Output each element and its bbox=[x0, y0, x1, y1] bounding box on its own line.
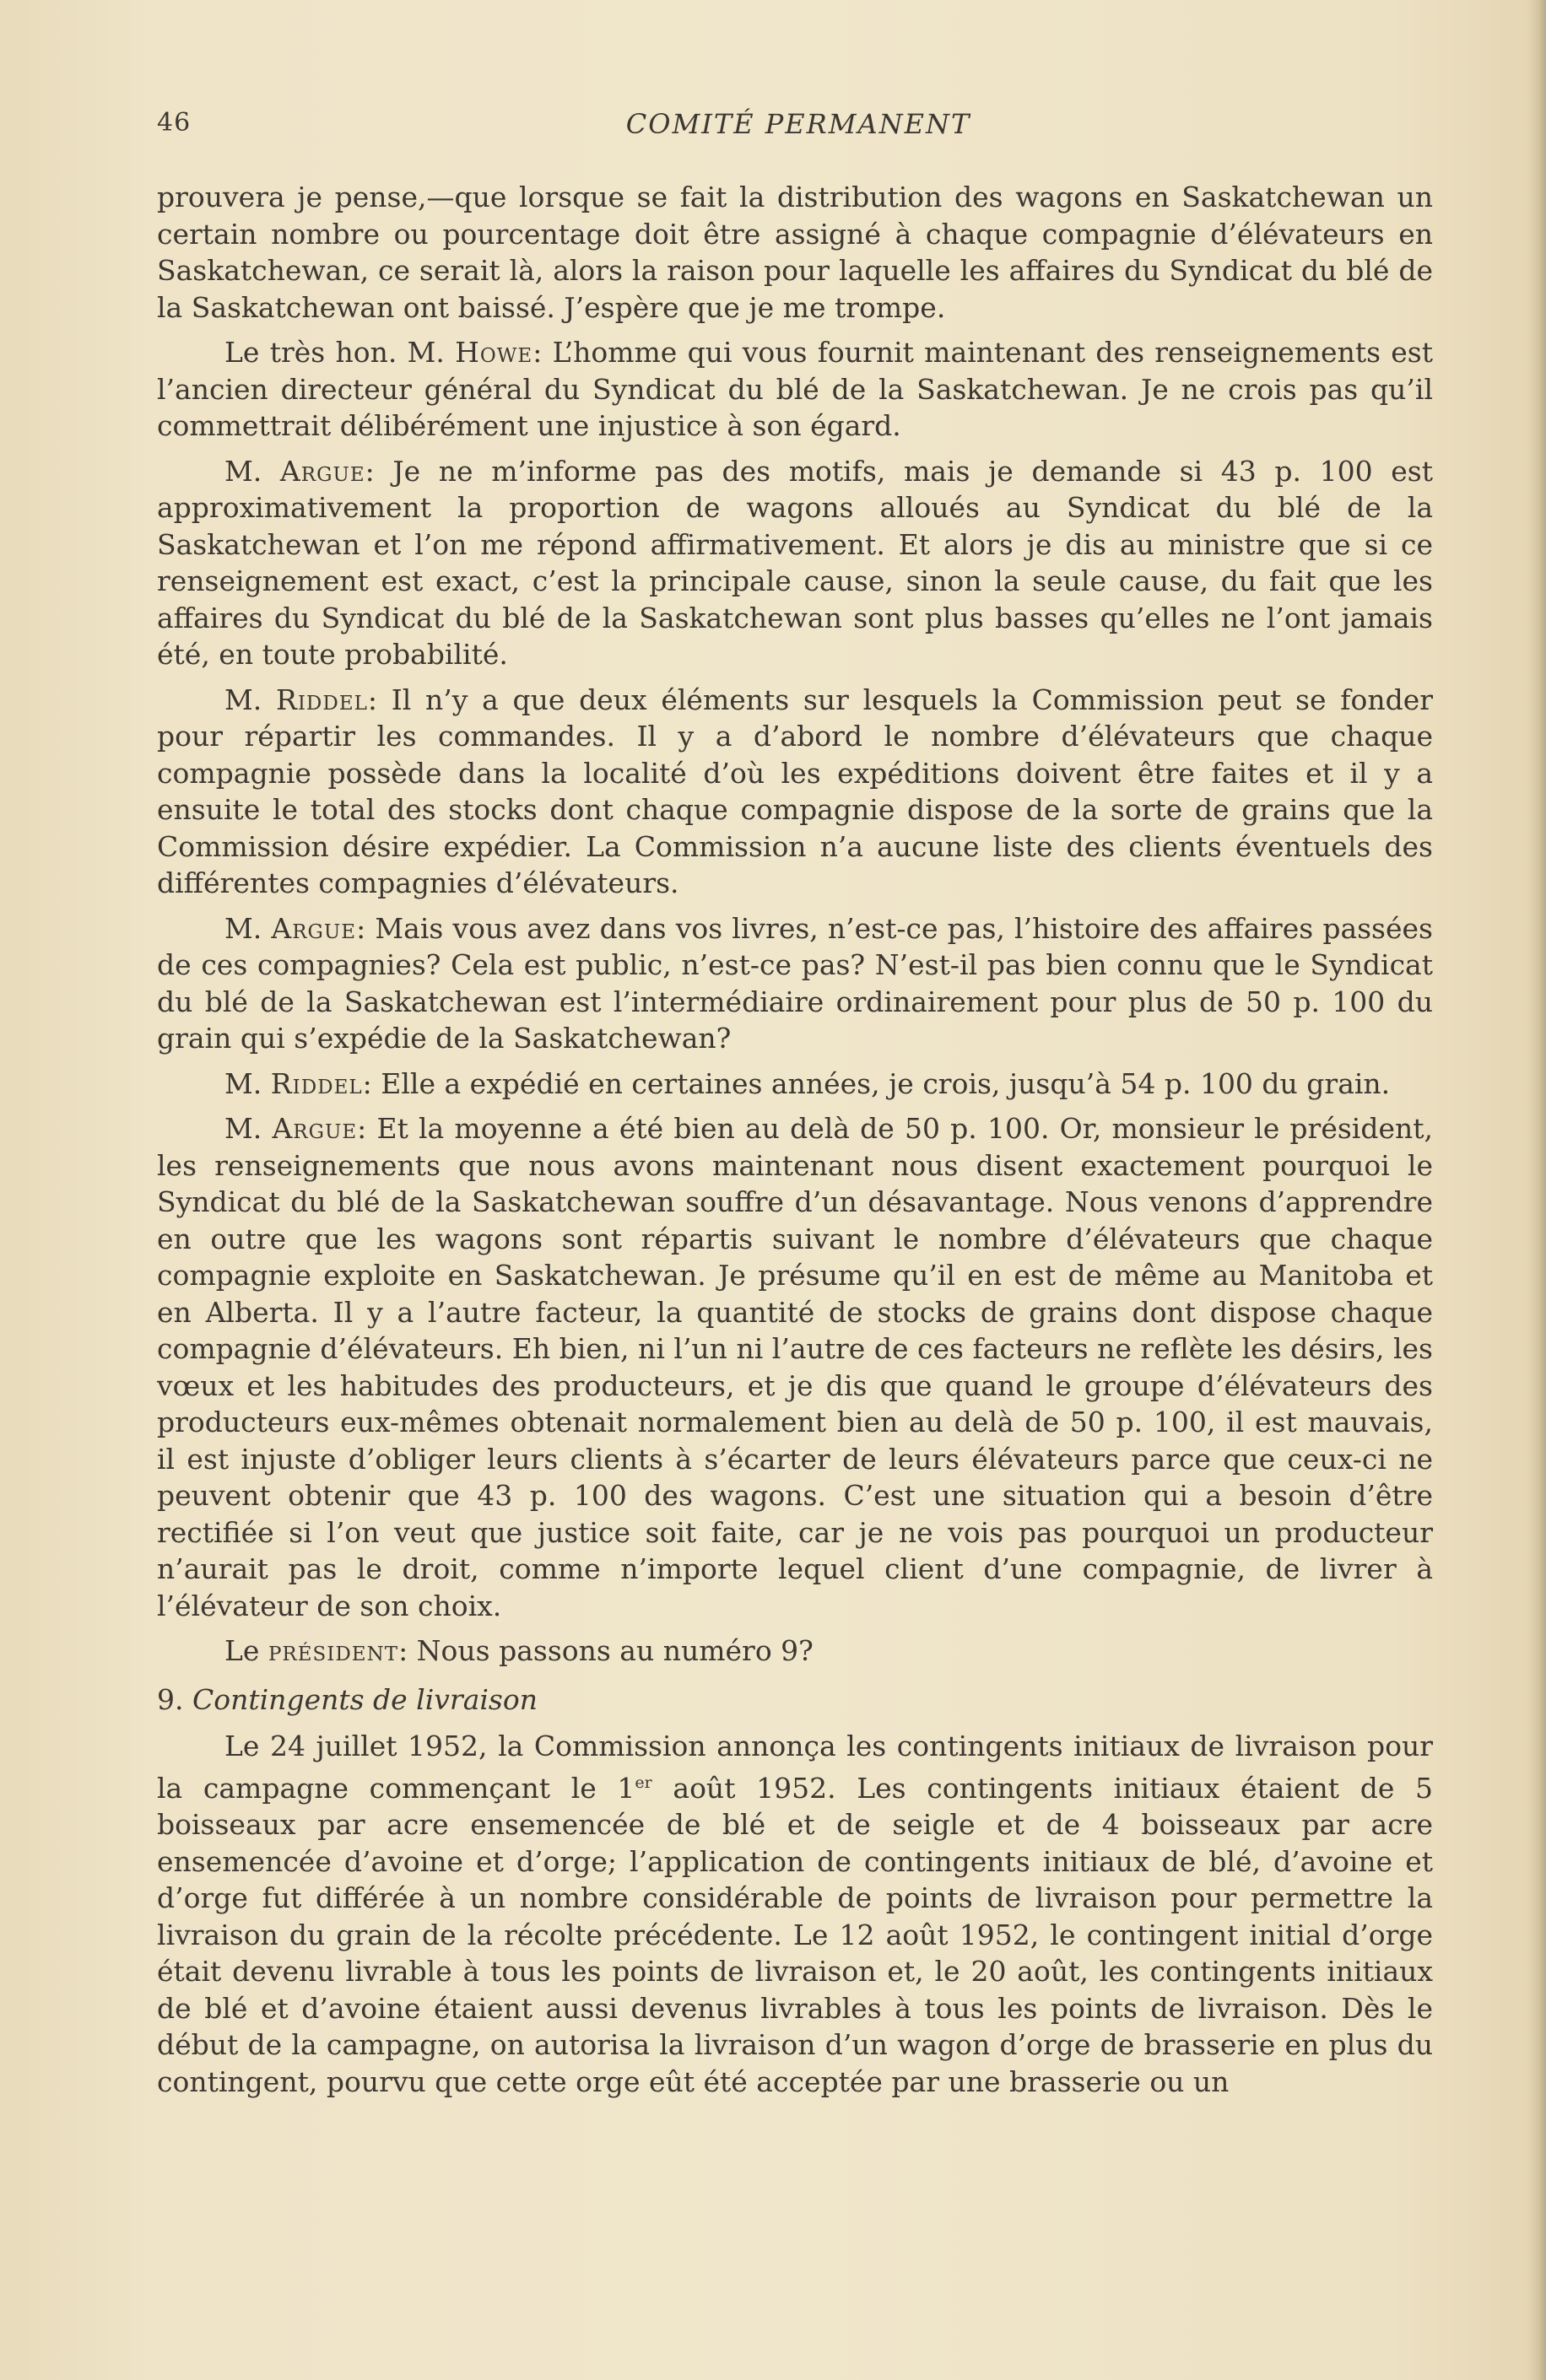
speech-text: : L’homme qui vous fournit maintenant des renseignements est l’ancien directeur général du Syndicat du blé de la Saskatchewan. Je ne crois pas qu’il commettrait délibérément une injustice à son égard. bbox=[157, 336, 1433, 442]
speech-text: : Il n’y a que deux éléments sur lesquels la Commission peut se fonder pour répartir les commandes. Il y a d’abord le nombre d’élévateurs que chaque compagnie possède dans la localité d’où les expéditions doivent être faites et il y a ensuite le total des stocks dont chaque compagnie dispose de la sorte de grains que la Commission désire expédier. La Commission n’a aucune liste des clients éventuels des différentes compagnies d’élévateurs. bbox=[157, 683, 1433, 899]
speaker-prefix: M. bbox=[224, 683, 276, 716]
paragraph-text: Le 24 juillet 1952, la Commission annonça les contingents initiaux de livraison pour la campagne commençant le 1 bbox=[157, 1730, 1433, 1805]
page-header bbox=[157, 108, 1440, 159]
speaker-name: Howe bbox=[455, 336, 533, 369]
speaker-name: Riddel bbox=[276, 683, 368, 716]
speech-argue bbox=[157, 1110, 1433, 1624]
speaker-name: Riddel bbox=[270, 1066, 363, 1100]
section-title: Contingents de livraison bbox=[192, 1682, 538, 1716]
speech-president bbox=[157, 1633, 1433, 1670]
paragraph-text: prouvera je pense,—que lorsque se fait la distribution des wagons en Saskatchewan un certain nombre ou pourcentage doit être assigné à chaque compagnie d’élévateurs en Saskatchewan, ce serait là, alors la raison pour laquelle les affaires du Syndicat du blé de la Saskatchewan ont baissé. J’espère que je me trompe. bbox=[157, 181, 1433, 324]
speaker-name: Argue bbox=[272, 1112, 358, 1145]
speaker-prefix: Le bbox=[224, 1634, 268, 1667]
speech-text: : Et la moyenne a été bien au delà de 50 p. 100. Or, monsieur le président, les renseignements que nous avons maintenant nous disent exactement pourquoi le Syndicat du blé de la Saskatchewan souffre d’un désavantage. Nous venons d’apprendre en outre que les wagons sont répartis suivant le nombre d’élévateurs que chaque compagnie exploite en Saskatchewan. Je présume qu’il en est de même au Manitoba et en Alberta. Il y a l’autre facteur, la quantité de stocks de grains dont dispose chaque compagnie d’élévateurs. Eh bien, ni l’un ni l’autre de ces facteurs ne reflète les désirs, les vœux et les habitudes des producteurs, et je dis que quand le groupe d’élévateurs des producteurs eux-mêmes obtenait normalement bien au delà de 50 p. 100, il est mauvais, il est injuste d’obliger leurs clients à s’écarter de leurs élévateurs parce que ceux-ci ne peuvent obtenir que 43 p. 100 des wagons. C’est une situation qui a besoin d’être rectifiée si l’on veut que justice soit faite, car je ne vois pas pourquoi un producteur n’aurait pas le droit, comme n’importe lequel client d’une compagnie, de livrer à l’élévateur de son choix. bbox=[157, 1112, 1433, 1622]
speech-text: : Je ne m’informe pas des motifs, mais je demande si 43 p. 100 est approximativement la proportion de wagons alloués au Syndicat du blé de la Saskatchewan et l’on me répond affirmativement. Et alors je dis au ministre que si ce renseignement est exact, c’est la principale cause, sinon la seule cause, du fait que les affaires du Syndicat du blé de la Saskatchewan sont plus basses qu’elles ne l’ont jamais été, en toute probabilité. bbox=[157, 454, 1433, 671]
speaker-prefix: M. bbox=[224, 911, 272, 945]
running-title: COMITÉ PERMANENT bbox=[625, 108, 971, 140]
speech-text: : Nous passons au numéro 9? bbox=[398, 1634, 814, 1667]
body-text bbox=[157, 179, 1433, 2108]
speech-text: : Elle a expédié en certaines années, je crois, jusqu’à 54 p. 100 du grain. bbox=[362, 1066, 1391, 1100]
ordinal-superscript: er bbox=[635, 1773, 652, 1792]
speech-argue bbox=[157, 453, 1433, 673]
paragraph-text: août 1952. Les contingents initiaux étaient de 5 boisseaux par acre ensemencée de blé et de seigle et de 4 boisseaux par acre ensemencée d’avoine et d’orge; l’application de contingents initiaux de blé, d’avoine et d’orge fut différée à un nombre considérable de points de livraison pour permettre la livraison du grain de la récolte précédente. Le 12 août 1952, le contingent initial d’orge était devenu livrable à tous les points de livraison et, le 20 août, les contingents initiaux de blé et d’avoine étaient aussi devenus livrables à tous les points de livraison. Dès le début de la campagne, on autorisa la livraison d’un wagon d’orge de brasserie en plus du contingent, pourvu que cette orge eût été acceptée par une brasserie ou un bbox=[157, 1771, 1433, 2098]
speech-text: : Mais vous avez dans vos livres, n’est-ce pas, l’histoire des affaires passées de ces compagnies? Cela est public, n’est-ce pas? N’est-il pas bien connu que le Syndicat du blé de la Saskatchewan est l’intermédiaire ordinairement pour plus de 50 p. 100 du grain qui s’expédie de la Saskatchewan? bbox=[157, 911, 1433, 1055]
paragraph-continuation bbox=[157, 179, 1433, 326]
speaker-name: Argue bbox=[279, 454, 365, 488]
page-number: 46 bbox=[157, 108, 192, 138]
page-edge-shadow bbox=[1527, 0, 1546, 2380]
speaker-name: Argue bbox=[271, 911, 357, 945]
speaker-prefix: M. bbox=[224, 454, 280, 488]
section-heading bbox=[157, 1681, 1433, 1719]
speech-riddel bbox=[157, 682, 1433, 902]
speech-howe bbox=[157, 334, 1433, 445]
speaker-name: président bbox=[268, 1634, 399, 1667]
speaker-prefix: M. bbox=[224, 1066, 271, 1100]
speech-argue bbox=[157, 910, 1433, 1057]
speaker-prefix: Le très hon. M. bbox=[224, 336, 456, 369]
speaker-prefix: M. bbox=[224, 1112, 273, 1145]
section-paragraph bbox=[157, 1728, 1433, 2100]
speech-riddel bbox=[157, 1066, 1433, 1103]
section-number: 9. bbox=[157, 1682, 184, 1716]
